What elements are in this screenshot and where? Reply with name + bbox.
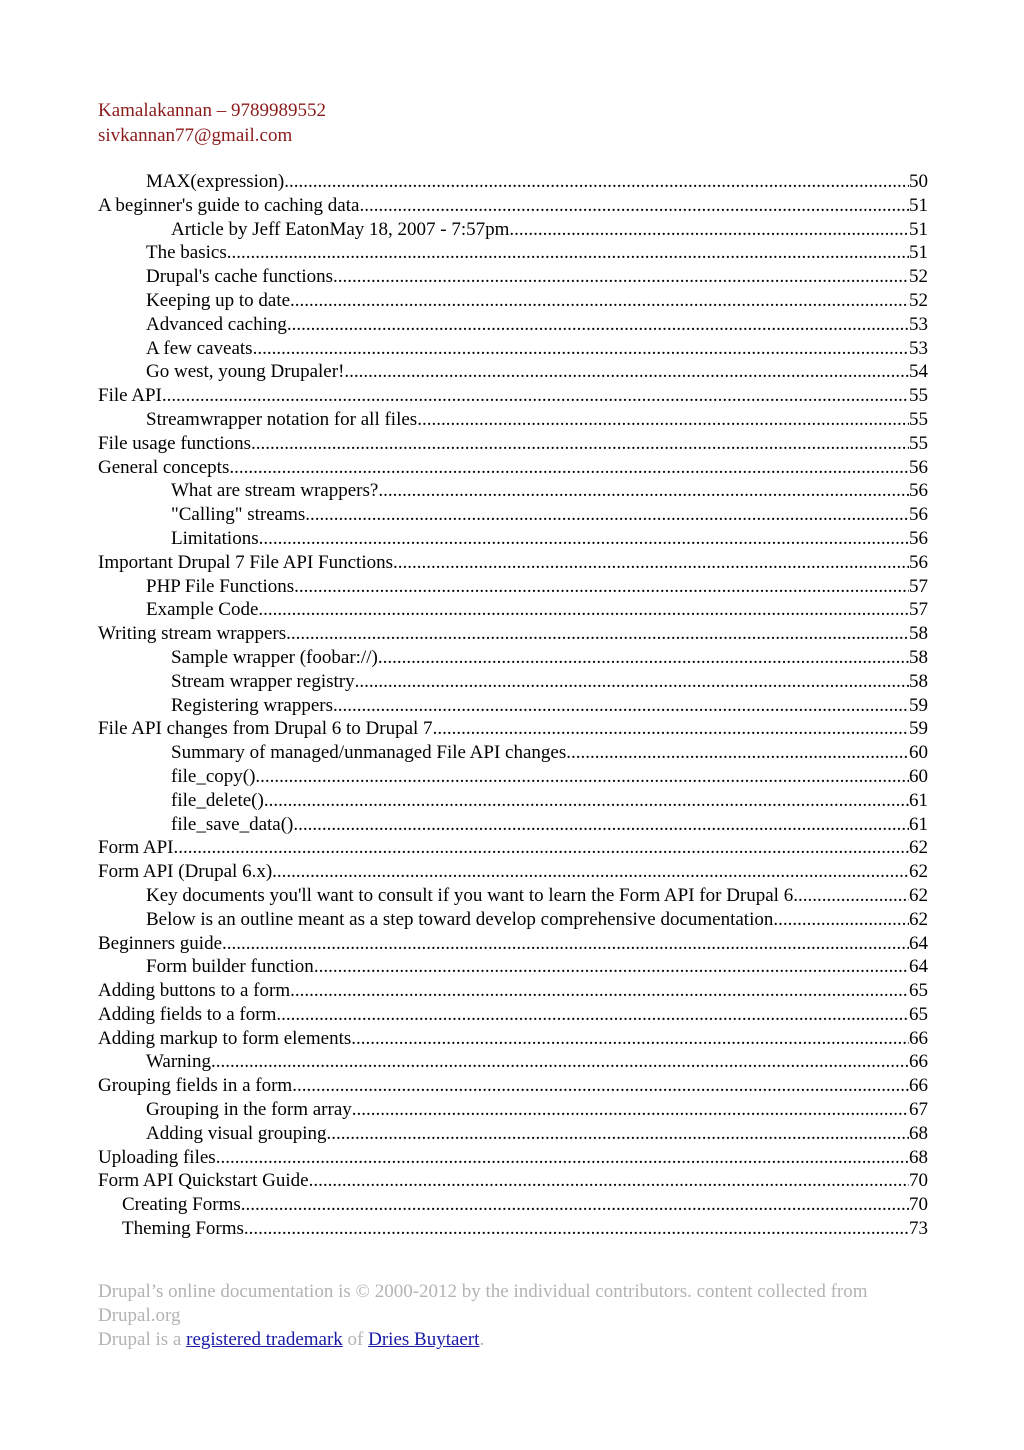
toc-entry-title[interactable]: Key documents you'll want to consult if you want to learn the Form API for Drupal 6 xyxy=(146,884,794,906)
toc-dot-leader xyxy=(258,598,909,622)
toc-entry[interactable] xyxy=(98,194,928,218)
toc-dot-leader xyxy=(276,1003,909,1027)
toc-entry-title[interactable]: file_save_data() xyxy=(171,813,294,835)
toc-dot-leader xyxy=(272,860,909,884)
toc-entry-title[interactable]: Below is an outline meant as a step toward develop comprehensive documentation xyxy=(146,908,774,930)
footer-trademark-prefix: Drupal is a xyxy=(98,1329,187,1350)
toc-entry[interactable] xyxy=(98,265,928,289)
toc-dot-leader xyxy=(566,741,909,765)
toc-entry-page: 67 xyxy=(909,1099,928,1121)
toc-entry-page: 66 xyxy=(909,1051,928,1073)
toc-entry-title[interactable]: Form API (Drupal 6.x) xyxy=(98,861,273,883)
toc-dot-leader xyxy=(162,384,909,408)
toc-dot-leader xyxy=(227,241,909,265)
toc-dot-leader xyxy=(333,694,909,718)
toc-entry-page: 70 xyxy=(909,1170,928,1192)
toc-dot-leader xyxy=(294,575,909,599)
toc-entry-page: 57 xyxy=(909,599,928,621)
toc-entry-page: 59 xyxy=(909,694,928,716)
toc-entry[interactable] xyxy=(98,670,928,694)
toc-entry[interactable] xyxy=(98,932,928,956)
toc-entry-title[interactable]: Adding markup to form elements xyxy=(98,1027,352,1049)
toc-entry-title[interactable]: A few caveats xyxy=(146,337,253,359)
toc-entry[interactable] xyxy=(98,717,928,741)
toc-dot-leader xyxy=(211,1050,909,1074)
toc-dot-leader xyxy=(417,408,909,432)
toc-dot-leader xyxy=(378,479,909,503)
footer-notice xyxy=(98,1280,918,1352)
toc-entry-title[interactable]: Form API xyxy=(98,837,174,859)
toc-entry-page: 53 xyxy=(909,337,928,359)
toc-entry-title[interactable]: Beginners guide xyxy=(98,932,223,954)
toc-entry-title[interactable]: MAX(expression) xyxy=(146,171,285,192)
toc-entry-page: 53 xyxy=(909,313,928,335)
toc-entry-title[interactable]: Article by Jeff EatonMay 18, 2007 - 7:57pm xyxy=(171,218,510,240)
contact-header xyxy=(98,98,326,148)
toc-entry-page: 55 xyxy=(909,408,928,430)
toc-entry-title[interactable]: Registering wrappers xyxy=(171,694,333,716)
toc-entry[interactable] xyxy=(98,789,928,813)
toc-dot-leader xyxy=(290,289,909,313)
toc-entry-page: 59 xyxy=(909,718,928,740)
toc-entry-title[interactable]: Theming Forms xyxy=(122,1218,244,1240)
dries-buytaert-link[interactable]: Dries Buytaert xyxy=(368,1329,480,1350)
toc-dot-leader xyxy=(259,527,909,551)
toc-entry-page: 51 xyxy=(909,194,928,216)
toc-entry[interactable] xyxy=(98,1193,928,1217)
toc-entry-title[interactable]: Form API Quickstart Guide xyxy=(98,1170,309,1192)
toc-entry[interactable] xyxy=(98,575,928,599)
toc-entry[interactable] xyxy=(98,908,928,932)
toc-dot-leader xyxy=(255,765,909,789)
toc-entry-page: 64 xyxy=(909,932,928,954)
toc-entry-page: 58 xyxy=(909,623,928,645)
contact-email: sivkannan77@gmail.com xyxy=(98,125,293,146)
toc-entry[interactable] xyxy=(98,860,928,884)
toc-entry[interactable] xyxy=(98,1098,928,1122)
toc-entry-title[interactable]: Important Drupal 7 File API Functions xyxy=(98,551,394,573)
toc-entry[interactable] xyxy=(98,836,928,860)
toc-dot-leader xyxy=(305,503,909,527)
toc-entry-title[interactable]: The basics xyxy=(146,242,227,264)
footer-trademark-line xyxy=(98,1328,918,1352)
toc-entry-title[interactable]: Warning xyxy=(146,1051,211,1073)
toc-entry-title[interactable]: Stream wrapper registry xyxy=(171,670,355,692)
toc-entry[interactable] xyxy=(98,884,928,908)
toc-entry-page: 70 xyxy=(909,1194,928,1216)
toc-entry[interactable] xyxy=(98,765,928,789)
toc-entry[interactable] xyxy=(98,741,928,765)
toc-dot-leader xyxy=(314,955,909,979)
toc-dot-leader xyxy=(393,551,909,575)
toc-entry-page: 62 xyxy=(909,861,928,883)
toc-entry[interactable] xyxy=(98,527,928,551)
toc-entry[interactable] xyxy=(98,646,928,670)
footer-copyright: Drupal’s online documentation is © 2000-2012 by the individual contributors. content collected from Drupal.org xyxy=(98,1281,868,1326)
toc-entry[interactable] xyxy=(98,598,928,622)
footer-trademark-suffix: . xyxy=(479,1329,485,1350)
toc-dot-leader xyxy=(293,813,909,837)
toc-dot-leader xyxy=(355,670,909,694)
toc-entry[interactable] xyxy=(98,456,928,480)
toc-entry-title[interactable]: Limitations xyxy=(171,527,259,549)
toc-entry-title[interactable]: Summary of managed/unmanaged File API changes xyxy=(171,742,567,764)
toc-entry-page: 52 xyxy=(909,289,928,311)
toc-entry-title[interactable]: Grouping in the form array xyxy=(146,1099,352,1121)
toc-entry-page: 54 xyxy=(909,361,928,383)
toc-entry-title[interactable]: Sample wrapper (foobar://) xyxy=(171,646,378,668)
toc-entry-page: 51 xyxy=(909,242,928,264)
toc-entry-page: 68 xyxy=(909,1146,928,1168)
toc-entry-page: 60 xyxy=(909,742,928,764)
toc-entry-title[interactable]: Keeping up to date xyxy=(146,289,291,311)
toc-entry-title[interactable]: Adding fields to a form xyxy=(98,1003,277,1025)
toc-entry-page: 56 xyxy=(909,456,928,478)
toc-dot-leader xyxy=(333,265,909,289)
toc-dot-leader xyxy=(352,1098,909,1122)
toc-entry-page: 56 xyxy=(909,527,928,549)
toc-entry-title[interactable]: Creating Forms xyxy=(122,1194,241,1216)
toc-entry-title[interactable]: Go west, young Drupaler! xyxy=(146,361,345,383)
table-of-contents xyxy=(98,170,928,1241)
toc-entry[interactable] xyxy=(98,955,928,979)
toc-dot-leader xyxy=(433,717,909,741)
toc-dot-leader xyxy=(378,646,909,670)
toc-dot-leader xyxy=(509,218,909,242)
toc-entry[interactable] xyxy=(98,551,928,575)
toc-entry[interactable] xyxy=(98,170,928,194)
toc-entry[interactable] xyxy=(98,337,928,361)
toc-entry-page: 55 xyxy=(909,385,928,407)
toc-dot-leader xyxy=(251,432,909,456)
toc-entry[interactable] xyxy=(98,503,928,527)
toc-dot-leader xyxy=(216,1146,909,1170)
toc-dot-leader xyxy=(359,194,909,218)
toc-entry[interactable] xyxy=(98,384,928,408)
toc-entry-title[interactable]: Form builder function xyxy=(146,956,314,978)
toc-dot-leader xyxy=(287,313,909,337)
toc-dot-leader xyxy=(241,1193,909,1217)
toc-dot-leader xyxy=(327,1122,910,1146)
toc-entry-title[interactable]: Grouping fields in a form xyxy=(98,1075,293,1097)
toc-dot-leader xyxy=(793,884,909,908)
toc-entry[interactable] xyxy=(98,432,928,456)
toc-dot-leader xyxy=(174,836,910,860)
toc-entry[interactable] xyxy=(98,218,928,242)
toc-entry-page: 65 xyxy=(909,980,928,1002)
toc-entry-page: 62 xyxy=(909,837,928,859)
toc-entry[interactable] xyxy=(98,1050,928,1074)
toc-entry-title[interactable]: Adding visual grouping xyxy=(146,1122,327,1144)
toc-dot-leader xyxy=(286,622,909,646)
toc-entry[interactable] xyxy=(98,622,928,646)
toc-dot-leader xyxy=(264,789,909,813)
registered-trademark-link[interactable]: registered trademark xyxy=(186,1329,343,1350)
toc-entry[interactable] xyxy=(98,241,928,265)
toc-dot-leader xyxy=(253,337,909,361)
toc-entry-title[interactable]: file_copy() xyxy=(171,765,256,787)
toc-dot-leader xyxy=(344,360,909,384)
toc-entry-page: 51 xyxy=(909,218,928,240)
toc-entry-title[interactable]: File usage functions xyxy=(98,432,252,454)
toc-entry-page: 58 xyxy=(909,646,928,668)
toc-entry[interactable] xyxy=(98,979,928,1003)
toc-entry-title[interactable]: file_delete() xyxy=(171,789,264,811)
toc-entry[interactable] xyxy=(98,479,928,503)
toc-entry-page: 66 xyxy=(909,1027,928,1049)
toc-dot-leader xyxy=(244,1217,909,1241)
toc-dot-leader xyxy=(292,1074,909,1098)
toc-entry-title[interactable]: "Calling" streams xyxy=(171,504,306,526)
toc-entry-page: 55 xyxy=(909,432,928,454)
toc-entry[interactable] xyxy=(98,313,928,337)
toc-entry-page: 56 xyxy=(909,504,928,526)
toc-entry-page: 58 xyxy=(909,670,928,692)
toc-dot-leader xyxy=(229,456,909,480)
toc-entry-title[interactable]: Uploading files xyxy=(98,1146,216,1168)
toc-entry-page: 68 xyxy=(909,1122,928,1144)
toc-entry[interactable] xyxy=(98,1217,928,1241)
toc-entry[interactable] xyxy=(98,360,928,384)
toc-entry[interactable] xyxy=(98,1074,928,1098)
toc-entry-page: 57 xyxy=(909,575,928,597)
toc-entry-page: 61 xyxy=(909,813,928,835)
toc-entry-page: 62 xyxy=(909,884,928,906)
toc-entry[interactable] xyxy=(98,694,928,718)
toc-entry-title[interactable]: File API xyxy=(98,385,162,407)
toc-dot-leader xyxy=(351,1027,909,1051)
toc-entry-page: 61 xyxy=(909,789,928,811)
toc-entry[interactable] xyxy=(98,408,928,432)
contact-name-phone: Kamalakannan – 9789989552 xyxy=(98,100,326,121)
toc-entry-page: 66 xyxy=(909,1075,928,1097)
toc-entry-title[interactable]: Adding buttons to a form xyxy=(98,980,291,1002)
toc-entry-page: 73 xyxy=(909,1218,928,1240)
toc-entry-title[interactable]: Example Code xyxy=(146,599,259,621)
toc-entry[interactable] xyxy=(98,289,928,313)
toc-entry-title[interactable]: Advanced caching xyxy=(146,313,287,335)
toc-entry-page: 56 xyxy=(909,480,928,502)
toc-entry-page: 65 xyxy=(909,1003,928,1025)
toc-entry-title[interactable]: Streamwrapper notation for all files xyxy=(146,408,418,430)
toc-entry[interactable] xyxy=(98,813,928,837)
toc-dot-leader xyxy=(309,1169,909,1193)
toc-entry-page: 50 xyxy=(909,171,928,192)
toc-entry[interactable] xyxy=(98,1027,928,1051)
toc-entry[interactable] xyxy=(98,1146,928,1170)
footer-trademark-mid: of xyxy=(342,1329,369,1350)
toc-entry-page: 52 xyxy=(909,266,928,288)
toc-entry-page: 60 xyxy=(909,765,928,787)
toc-entry-title[interactable]: Writing stream wrappers xyxy=(98,623,287,645)
toc-dot-leader xyxy=(773,908,909,932)
toc-entry-page: 56 xyxy=(909,551,928,573)
toc-entry[interactable] xyxy=(98,1122,928,1146)
toc-entry[interactable] xyxy=(98,1003,928,1027)
toc-dot-leader xyxy=(222,932,909,956)
toc-entry-title[interactable]: Drupal's cache functions xyxy=(146,266,334,288)
toc-entry-title[interactable]: File API changes from Drupal 6 to Drupal 7 xyxy=(98,718,433,740)
toc-entry-page: 62 xyxy=(909,908,928,930)
toc-dot-leader xyxy=(290,979,909,1003)
toc-entry-title[interactable]: PHP File Functions xyxy=(146,575,295,597)
toc-entry[interactable] xyxy=(98,1169,928,1193)
toc-dot-leader xyxy=(284,170,909,194)
toc-entry-page: 64 xyxy=(909,956,928,978)
toc-entry-title[interactable]: General concepts xyxy=(98,456,230,478)
toc-entry-title[interactable]: A beginner's guide to caching data xyxy=(98,194,360,216)
toc-entry-title[interactable]: What are stream wrappers? xyxy=(171,480,379,502)
